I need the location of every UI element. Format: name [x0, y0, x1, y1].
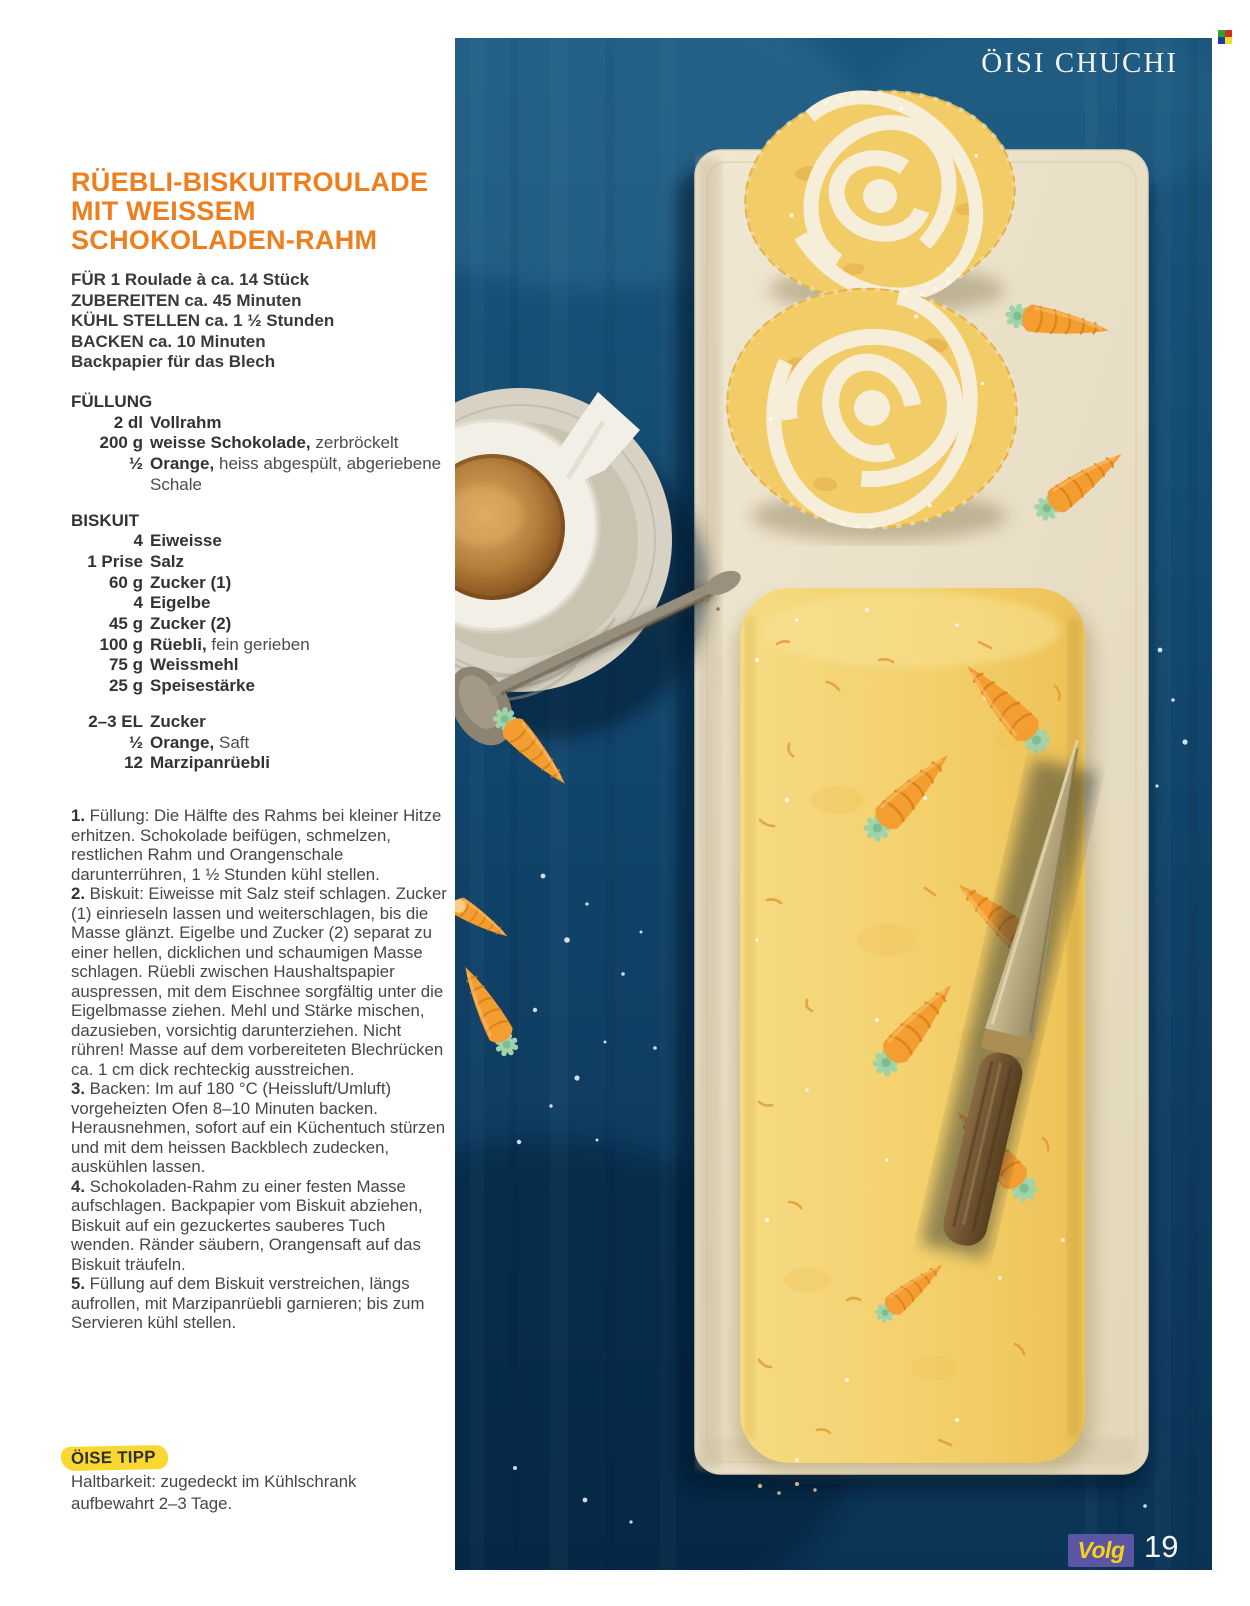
step-number: 2.	[71, 884, 85, 903]
ingredient-row	[71, 573, 451, 594]
step-text: Füllung auf dem Biskuit verstreichen, längs aufrollen, mit Marzipanrüebli garnieren; bis zum Servieren kühl stellen.	[71, 1274, 425, 1332]
meta-chill-time: KÜHL STELLEN ca. 1 ½ Stunden	[71, 311, 335, 331]
ingredient-row	[71, 676, 451, 697]
tip-text-line: Haltbarkeit: zugedeckt im Kühlschrank	[71, 1472, 357, 1491]
ingredient-qty: 75 g	[108, 655, 143, 675]
ingredient-qty: ½	[128, 732, 143, 752]
ingredient-row	[71, 614, 451, 635]
recipe-photo	[455, 38, 1212, 1570]
tip-header: ÖISE TIPP	[70, 1447, 156, 1468]
ingredient-qty: 45 g	[108, 614, 143, 634]
step-3	[71, 1079, 451, 1177]
ingredient-name: weisse Schokolade,	[150, 433, 311, 453]
ingredient-row	[71, 413, 451, 434]
volg-logo-text: Volg	[1077, 1537, 1125, 1563]
ingredient-row	[71, 712, 451, 733]
meta-servings: FÜR 1 Roulade à ca. 14 Stück	[71, 270, 310, 289]
tip-highlight-marker	[61, 1445, 168, 1471]
step-number: 3.	[71, 1079, 85, 1098]
ingredient-row	[71, 655, 451, 676]
ingredient-name: Orange,	[150, 732, 215, 752]
step-4	[71, 1177, 451, 1275]
ingredient-name: Weissmehl	[150, 655, 239, 675]
ingredient-section-biskuit	[71, 511, 451, 697]
preparation-steps	[71, 806, 451, 1333]
ingredient-qty: 200 g	[99, 433, 143, 453]
ingredient-qty: 2 dl	[113, 412, 143, 432]
regmark-red-square	[1225, 30, 1232, 37]
step-5	[71, 1274, 451, 1333]
recipe-title-line: MIT WEISSEM	[71, 196, 256, 226]
ingredient-qty: 100 g	[99, 634, 143, 654]
regmark-blue-square	[1218, 37, 1225, 44]
ingredient-name: Zucker	[150, 711, 206, 731]
recipe-title	[71, 168, 466, 255]
step-number: 4.	[71, 1176, 85, 1196]
ingredient-qty: 25 g	[108, 676, 143, 696]
recipe-title-line: SCHOKOLADEN-RAHM	[71, 225, 378, 255]
ingredient-name: Eiweisse	[150, 531, 222, 551]
step-text: Biskuit: Eiweisse mit Salz steif schlagen. Zucker (1) einrieseln lassen und weiterschlagen, bis die Masse glänzt. Eigelbe und Zucker (2) separat zu einer hellen, dicklichen und schaumigen Masse schlagen. Rüebli zwischen Haushaltspapier auspressen, mit dem Eischnee sorgfältig unter die Eigelbmasse ziehen. Mehl und Stärke mischen, dazusieben, vorsichtig darunterziehen. Nicht rühren! Masse auf dem vorbereiteten Blechrücken ca. 1 cm dick rechteckig ausstreichen.	[71, 884, 447, 1079]
ingredient-note: heiss abgespült, abgeriebene Schale	[150, 454, 442, 494]
ingredient-qty: 4	[133, 593, 143, 613]
page-number: 19	[1144, 1529, 1179, 1564]
section-header: BISKUIT	[71, 510, 139, 530]
meta-equipment: Backpapier für das Blech	[71, 352, 276, 372]
tip-box	[71, 1446, 451, 1514]
ingredient-qty: 1 Prise	[87, 551, 143, 571]
ingredient-name: Marzipanrüebli	[150, 753, 270, 773]
recipe-meta	[71, 270, 451, 373]
ingredient-name: Vollrahm	[150, 412, 222, 432]
step-number: 5.	[71, 1274, 85, 1293]
ingredient-qty: 2–3 EL	[88, 711, 143, 731]
ingredient-name: Rüebli,	[150, 634, 207, 654]
ingredient-note: zerbröckelt	[315, 433, 399, 453]
ingredient-name: Zucker (2)	[150, 614, 232, 634]
meta-bake-time: BACKEN ca. 10 Minuten	[71, 331, 266, 351]
ingredient-name: Salz	[150, 551, 185, 571]
step-2	[71, 884, 451, 1079]
ingredient-qty: 4	[133, 531, 143, 551]
ingredient-row	[71, 552, 451, 573]
ingredient-row	[71, 635, 451, 656]
tip-text-line: aufbewahrt 2–3 Tage.	[71, 1494, 233, 1513]
ingredient-name: Orange,	[150, 454, 215, 474]
ingredient-name: Zucker (1)	[150, 572, 232, 592]
ingredient-row	[71, 753, 451, 774]
ingredient-row	[71, 733, 451, 754]
regmark-yellow-square	[1225, 37, 1232, 44]
step-text: Füllung: Die Hälfte des Rahms bei kleiner Hitze erhitzen. Schokolade beifügen, schmelzen, restlichen Rahm und Orangenschale darunterrühren, 1 ½ Stunden kühl stellen.	[71, 806, 442, 884]
photo-series-label: ÖISI CHUCHI	[981, 47, 1178, 79]
recipe-title-line: RÜEBLI-BISKUITROULADE	[71, 167, 429, 197]
ingredient-qty: 60 g	[108, 572, 143, 592]
step-text: Backen: Im auf 180 °C (Heissluft/Umluft) vorgeheizten Ofen 8–10 Minuten backen. Herausnehmen, sofort auf ein Küchentuch stürzen und mit dem heissen Backblech zudecken, auskühlen lassen.	[71, 1079, 446, 1176]
regmark-green-square	[1218, 30, 1225, 37]
ingredient-row	[71, 593, 451, 614]
recipe-photo-illustration	[455, 38, 1212, 1570]
ingredients-list	[71, 392, 451, 774]
ingredient-row	[71, 433, 451, 454]
ingredient-section-fuellung	[71, 392, 451, 496]
ingredient-name: Eigelbe	[150, 593, 211, 613]
step-number: 1.	[71, 806, 85, 825]
ingredient-note: Saft	[218, 732, 250, 752]
section-header: FÜLLUNG	[71, 392, 153, 411]
meta-prep-time: ZUBEREITEN ca. 45 Minuten	[71, 290, 302, 310]
ingredient-name: Speisestärke	[150, 676, 255, 696]
ingredient-qty: 12	[124, 753, 143, 773]
step-1	[71, 806, 451, 884]
ingredient-row	[71, 531, 451, 552]
step-text: Schokoladen-Rahm zu einer festen Masse aufschlagen. Backpapier vom Biskuit abziehen, Biskuit auf ein gezuckertes sauberes Tuch wenden. Ränder säubern, Orangensaft auf das Biskuit träufeln.	[71, 1176, 423, 1274]
ingredient-section-garnish	[71, 712, 451, 774]
ingredient-qty: ½	[128, 454, 143, 474]
ingredient-row	[71, 454, 451, 495]
volg-logo	[1068, 1534, 1134, 1567]
print-registration-mark	[1218, 30, 1232, 44]
ingredient-note: fein gerieben	[211, 634, 310, 654]
